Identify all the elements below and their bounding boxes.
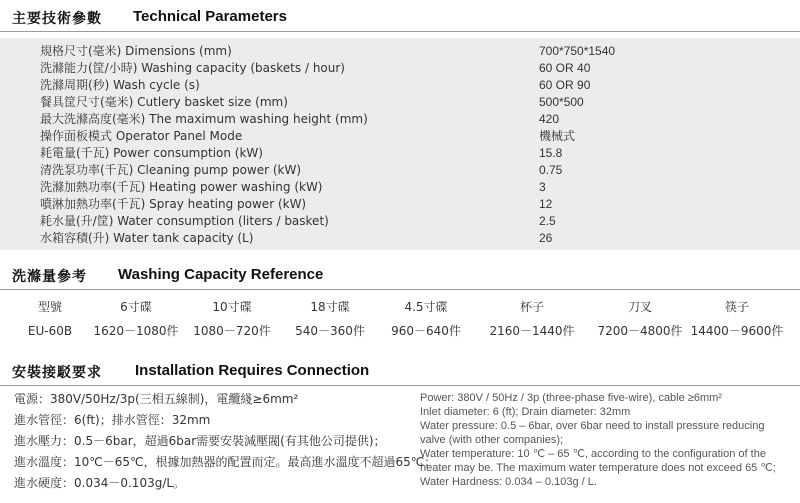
capacity-value-cell: 1620－1080件 (93, 324, 179, 338)
spec-value: 15.8 (539, 146, 563, 160)
spec-label: 操作面板模式 Operator Panel Mode (40, 129, 243, 143)
capacity-title-en: Washing Capacity Reference (118, 266, 324, 283)
spec-label: 噴淋加熱功率(千瓦) Spray heating power (kW) (40, 197, 307, 211)
spec-value: 26 (539, 231, 553, 245)
washing-capacity-header (0, 262, 800, 290)
installation-title-en: Installation Requires Connection (135, 362, 370, 379)
capacity-header-cell: 10寸碟 (212, 300, 252, 314)
installation-zh-line: 進水溫度：10℃－65℃，根據加熱器的配置而定。最高進水溫度不超過65℃； (14, 455, 437, 469)
capacity-value-cell: 960－640件 (391, 324, 461, 338)
capacity-header-cell: 18寸碟 (310, 300, 350, 314)
capacity-value-cell: 1080－720件 (193, 324, 271, 338)
installation-en-line: valve (with other companies); (420, 434, 564, 446)
installation-en-line: Water Hardness: 0.034 – 0.103g / L. (420, 476, 597, 488)
spec-row (0, 94, 800, 111)
spec-row (0, 179, 800, 196)
technical-title-zh: 主要技術參數 (12, 11, 102, 27)
installation-en-line: heater may be. The maximum water temperature does not exceed 65 ℃; (420, 462, 776, 474)
spec-label: 規格尺寸(毫米) Dimensions (mm) (40, 44, 232, 58)
installation-en-line: Water temperature: 10 ℃ – 65 ℃, according to the configuration of the (420, 448, 766, 460)
spec-value: 500*500 (539, 95, 584, 109)
capacity-header-cell: 杯子 (519, 300, 544, 314)
spec-row (0, 196, 800, 213)
installation-en-line: Inlet diameter: 6 (ft); Drain diameter: 32mm (420, 406, 631, 418)
installation-header (0, 358, 800, 386)
spec-row (0, 111, 800, 128)
spec-value: 2.5 (539, 214, 556, 228)
spec-row (0, 162, 800, 179)
spec-label: 耗電量(千瓦) Power consumption (kW) (40, 146, 263, 160)
spec-row (0, 60, 800, 77)
capacity-value-cell: 540－360件 (295, 324, 365, 338)
spec-row (0, 128, 800, 145)
installation-en-line: Power: 380V / 50Hz / 3p (three-phase five-wire), cable ≥6mm² (420, 392, 722, 404)
spec-label: 洗滌加熱功率(千瓦) Heating power washing (kW) (40, 180, 323, 194)
spec-row (0, 77, 800, 94)
section-divider (0, 289, 800, 290)
spec-row (0, 43, 800, 60)
installation-zh-line: 電源：380V/50Hz/3p(三相五線制)，電纜綫≥6mm² (14, 392, 299, 406)
spec-label: 清洗泵功率(千瓦) Cleaning pump power (kW) (40, 163, 302, 177)
spec-label: 水箱容積(升) Water tank capacity (L) (40, 231, 254, 245)
section-divider (0, 31, 800, 32)
technical-parameters-header (0, 4, 800, 32)
spec-label: 耗水量(升/筐) Water consumption (liters / basket) (40, 214, 329, 228)
spec-row (0, 145, 800, 162)
capacity-model-cell: EU-60B (27, 324, 73, 338)
spec-value: 700*750*1540 (539, 44, 616, 58)
spec-row (0, 213, 800, 230)
spec-label: 洗滌能力(筐/小時) Washing capacity (baskets / hour) (40, 61, 345, 75)
spec-value: 60 OR 40 (539, 61, 591, 75)
spec-label: 洗滌周期(秒) Wash cycle (s) (40, 78, 200, 92)
spec-label: 最大洗滌高度(毫米) The maximum washing height (mm) (40, 112, 368, 126)
spec-value: 420 (539, 112, 560, 126)
capacity-header-cell: 刀叉 (627, 300, 652, 314)
capacity-value-cell: 14400－9600件 (690, 324, 784, 338)
capacity-header-cell: 4.5寸碟 (404, 300, 448, 314)
installation-zh-line: 進水壓力：0.5－6bar，超過6bar需要安裝減壓閥(有其他公司提供)； (14, 434, 386, 448)
technical-title-en: Technical Parameters (133, 8, 287, 25)
capacity-header-cell: 型號 (37, 300, 62, 314)
installation-zh-line: 進水管徑：6(ft)；排水管徑：32mm (14, 413, 211, 427)
spec-value: 12 (539, 197, 553, 211)
capacity-value-cell: 2160－1440件 (489, 324, 575, 338)
capacity-header-cell: 筷子 (724, 300, 749, 314)
technical-parameters-panel (0, 38, 800, 250)
spec-value: 機械式 (539, 129, 576, 143)
spec-value: 60 OR 90 (539, 78, 591, 92)
capacity-value-cell: 7200－4800件 (597, 324, 683, 338)
capacity-header-cell: 6寸碟 (120, 300, 152, 314)
installation-en-line: Water pressure: 0.5 – 6bar, over 6bar need to install pressure reducing (420, 420, 765, 432)
installation-title-zh: 安裝接駁要求 (12, 365, 102, 381)
spec-value: 0.75 (539, 163, 563, 177)
section-divider (0, 385, 800, 386)
spec-value: 3 (539, 180, 546, 194)
capacity-title-zh: 洗滌量參考 (12, 269, 87, 285)
installation-zh-line: 進水硬度：0.034－0.103g/L。 (14, 476, 186, 490)
spec-row (0, 230, 800, 247)
spec-label: 餐具筐尺寸(毫米) Cutlery basket size (mm) (40, 95, 288, 109)
